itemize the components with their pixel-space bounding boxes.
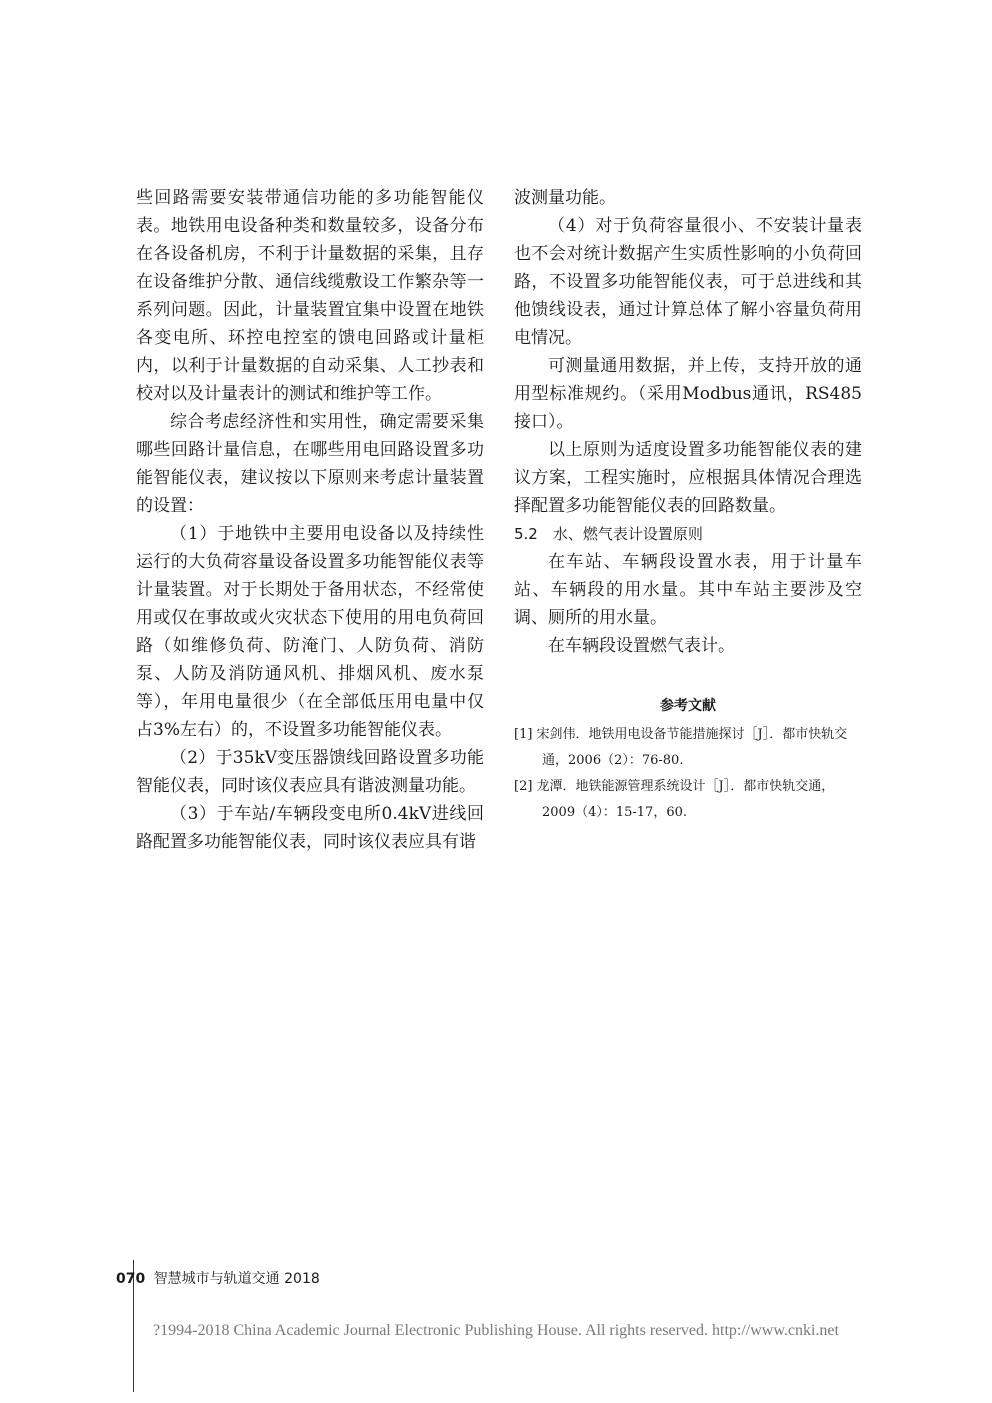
page-number: 070 xyxy=(116,1271,146,1287)
reference-item-2: [2] 龙潭．地铁能源管理系统设计［J］．都市快轨交通，2009（4）：15-17，60. xyxy=(514,779,835,820)
page-footer xyxy=(116,1268,320,1288)
left-paragraph-2: 综合考虑经济性和实用性，确定需要采集哪些回路计量信息，在哪些用电回路设置多功能智能仪表，建议按以下原则来考虑计量装置的设置： xyxy=(136,412,484,516)
copyright-watermark: ?1994-2018 China Academic Journal Electronic Publishing House. All rights reserved. http://www.cnki.net xyxy=(153,1322,839,1339)
right-paragraph-4: 以上原则为适度设置多功能智能仪表的建议方案，工程实施时，应根据具体情况合理选择配置多功能智能仪表的回路数量。 xyxy=(514,440,862,516)
reference-item-1: [1] 宋剑伟．地铁用电设备节能措施探讨［J］．都市快轨交通，2006（2）：76-80. xyxy=(514,727,848,768)
left-paragraph-1: 些回路需要安装带通信功能的多功能智能仪表。地铁用电设备种类和数量较多，设备分布在各设备机房，不利于计量数据的采集，且存在设备维护分散、通信线缆敷设工作繁杂等一系列问题。因此，计量装置宜集中设置在地铁各变电所、环控电控室的馈电回路或计量柜内，以利于计量数据的自动采集、人工抄表和校对以及计量表计的测试和维护等工作。 xyxy=(136,188,484,404)
references-title: 参考文献 xyxy=(660,698,716,714)
journal-name: 智慧城市与轨道交通 2018 xyxy=(153,1271,320,1287)
right-paragraph-1: 波测量功能。 xyxy=(514,188,616,208)
right-paragraph-2: （4）对于负荷容量很小、不安装计量表也不会对统计数据产生实质性影响的小负荷回路，不设置多功能智能仪表，可于总进线和其他馈线设表，通过计算总体了解小容量负荷用电情况。 xyxy=(514,216,862,348)
section-paragraph-1: 在车站、车辆段设置水表，用于计量车站、车辆段的用水量。其中车站主要涉及空调、厕所的用水量。 xyxy=(514,552,862,628)
left-paragraph-5: （3）于车站/车辆段变电所0.4kV进线回路配置多功能智能仪表，同时该仪表应具有谐 xyxy=(136,804,484,852)
right-paragraph-3: 可测量通用数据，并上传，支持开放的通用型标准规约。（采用Modbus通讯，RS485接口）。 xyxy=(514,356,862,432)
section-paragraph-2: 在车辆段设置燃气表计。 xyxy=(548,636,735,656)
left-column xyxy=(136,184,484,856)
right-column xyxy=(514,184,862,826)
left-paragraph-4: （2）于35kV变压器馈线回路设置多功能智能仪表，同时该仪表应具有谐波测量功能。 xyxy=(136,748,484,796)
section-heading: 5.2 水、燃气表计设置原则 xyxy=(514,525,703,543)
left-paragraph-3: （1）于地铁中主要用电设备以及持续性运行的大负荷容量设备设置多功能智能仪表等计量装置。对于长期处于备用状态，不经常使用或仅在事故或火灾状态下使用的用电负荷回路（如维修负荷、防淹门、人防负荷、消防泵、人防及消防通风机、排烟风机、废水泵等），年用电量很少（在全部低压用电量中仅占3%左右）的，不设置多功能智能仪表。 xyxy=(136,524,484,740)
